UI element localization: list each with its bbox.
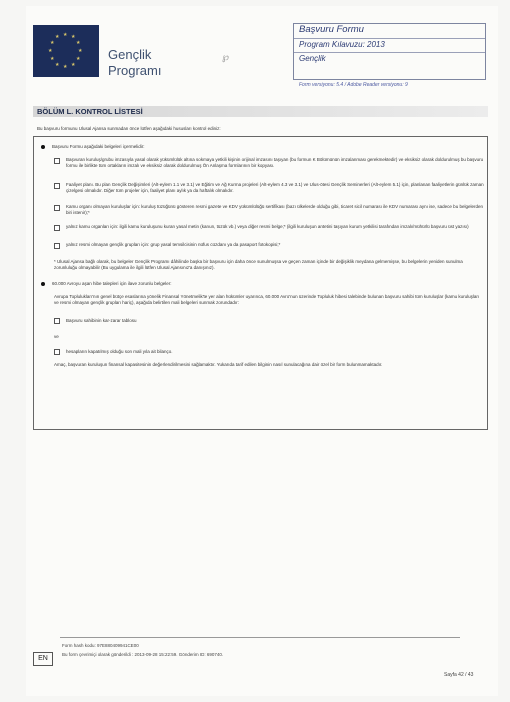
guide-label: Program Kılavuzu: 2013 (294, 39, 485, 53)
list1-item: yalnız kamu organları için: ilgili kamu kuruluşunu kuran yasal metin (kanun, tüzük vb.) veya diğer resmi belge;* (ilgili kuruluşun antetini taşıyan kurum yetkilisi tarafından imzalı/mühürlü başvuru üst yazısı) (66, 224, 469, 229)
list1-item: Faaliyet planı. Bu plan Gençlik Değişimleri (Alt-eylem 1.1 ve 3.1) ve Eğitim ve Ağ Kurma projeleri (Alt-eylem 4.3 ve 3.1) ve Ulus-ötesi Gençlik Seminerleri (Alt-eylem 5.1) için, planlanan faaliyetlerin günlük zaman çizelgesi olmalıdır. Diğer tüm projeler için, faaliyet planı aylık ya da haftalık olmalıdır. (66, 182, 484, 193)
star-icon: ★ (78, 48, 83, 54)
checkbox-activity-plan[interactable] (54, 183, 60, 189)
star-icon: ★ (48, 48, 53, 54)
list2-heading: 60.000 Avroyu aşan hibe talepleri için ilave zorunlu belgeler: (52, 281, 172, 286)
form-title: Başvuru Formu (294, 24, 485, 39)
star-icon: ★ (55, 34, 60, 40)
eu-flag-logo (33, 25, 99, 77)
checkbox-official-gazette[interactable] (54, 205, 60, 211)
star-icon: ★ (50, 40, 55, 46)
star-icon: ★ (50, 56, 55, 62)
star-icon: ★ (76, 40, 81, 46)
checkbox-id-copy[interactable] (54, 243, 60, 249)
submission-info: Bu form çevrimiçi olarak gönderildi : 2013-09-28 15:22:59. Gönderim ID: 690740. (62, 652, 224, 657)
list2-item: hesapların kapatılmış olduğu son mali yıla ait bilanço. (66, 349, 173, 354)
program-title (108, 47, 161, 79)
list2-closing: Amaç, başvuran kuruluşun finansal kapasitesinin değerlendirilmesini sağlamaktır. Yukarıda tarif edilen bilginin nasıl sunulacağına dair özel bir form bulunmamaktadır. (54, 362, 383, 367)
checkbox-signed-form[interactable] (54, 158, 60, 164)
star-icon: ★ (71, 34, 76, 40)
language-badge: EN (33, 652, 53, 666)
form-info-box (293, 23, 486, 80)
footer-divider (60, 637, 460, 638)
checkbox-public-body-text[interactable] (54, 225, 60, 231)
section-title: BÖLÜM L. KONTROL LİSTESİ (37, 107, 143, 116)
program-title-line1: Gençlik (108, 47, 152, 62)
checkbox-balance-sheet[interactable] (54, 349, 60, 355)
bullet-icon (41, 145, 45, 149)
star-icon: ★ (55, 62, 60, 68)
pencil-mark-icon: ℘ (222, 52, 229, 63)
list1-item: yalnız resmi olmayan gençlik grupları için: grup yasal temsilcisinin nüfus cüzdanı ya da pasaport fotokopisi;* (66, 242, 281, 247)
star-icon: ★ (63, 32, 68, 38)
star-icon: ★ (63, 64, 68, 70)
list2-paragraph: Avrupa Toplulukları'nın genel bütçe esaslarına yönelik Finansal Yönetmelik'te yer alan hükümler uyarınca, 60.000 Avro'nun üzerinde Topluluk hibesi talebinde bulunan başvuru sahibi tüm kuruluşlar (kamu kuruluşları ve resmi olmayan gençlik grupları hariç), aşağıda belirtilen mali belgeleri sunmak zorundadır: (54, 294, 480, 305)
list2-item: Başvuru sahibinin kar-zarar tablosu (66, 318, 137, 323)
program-label: Gençlik (299, 54, 326, 63)
form-hash: Form hash kodu: 97E880409941CE00 (62, 643, 139, 648)
list1-item: Kamu organı olmayan kuruluşlar için: kuruluş tüzüğünü gösteren resmi gazete ve KDV yükümlülüğü sertifikası (bazı ülkelerde olduğu gibi, ticaret sicil numarası ile KDV numarası aynı ise, sadece bu belgelerden biri istenir);* (66, 204, 483, 215)
form-version: Form versiyonu: 5.4 / Adobe Reader versiyonu: 9 (299, 82, 408, 88)
star-icon: ★ (71, 62, 76, 68)
list1-item: Başvuran kuruluş/grubu imzasıyla yasal olarak yükümlülük altına sokmaya yetkili kişinin orijinal imzasını taşıyan (bu formun K Bölümünün imzalanması gerekmektedir) ve eksiksiz olarak doldurulmuş bu başvuru formu ile birlikte tüm ortakların imzalı ve eksiksiz olarak doldurulmuş Ön Anlaşma formlarının bir kopyası. (66, 157, 484, 168)
list1-heading: Başvuru Formu aşağıdaki belgeleri içermelidir: (52, 144, 145, 149)
section-intro: Bu başvuru formunu Ulusal Ajansa sunmadan önce lütfen aşağıdaki hususları kontrol ediniz: (37, 126, 221, 131)
list1-note: * Ulusal Ajansa bağlı olarak, bu belgeler Gençlik Programı dâhilinde başka bir başvuru için daha önce sunulmuşsa ve geçen zaman içinde bir değişiklik meydana gelmemişse, bu belgelerin yeniden sunulma zorunluluğu olmayabilir (Bu uygulama ile ilgili lütfen Ulusal Ajansınız'a danışınız). (54, 259, 463, 270)
star-icon: ★ (76, 56, 81, 62)
bullet-icon (41, 282, 45, 286)
program-title-line2: Programı (108, 63, 162, 78)
checkbox-profit-loss[interactable] (54, 318, 60, 324)
list2-connector: ve (54, 334, 59, 339)
page-number: Sayfa 42 / 43 (444, 672, 474, 678)
